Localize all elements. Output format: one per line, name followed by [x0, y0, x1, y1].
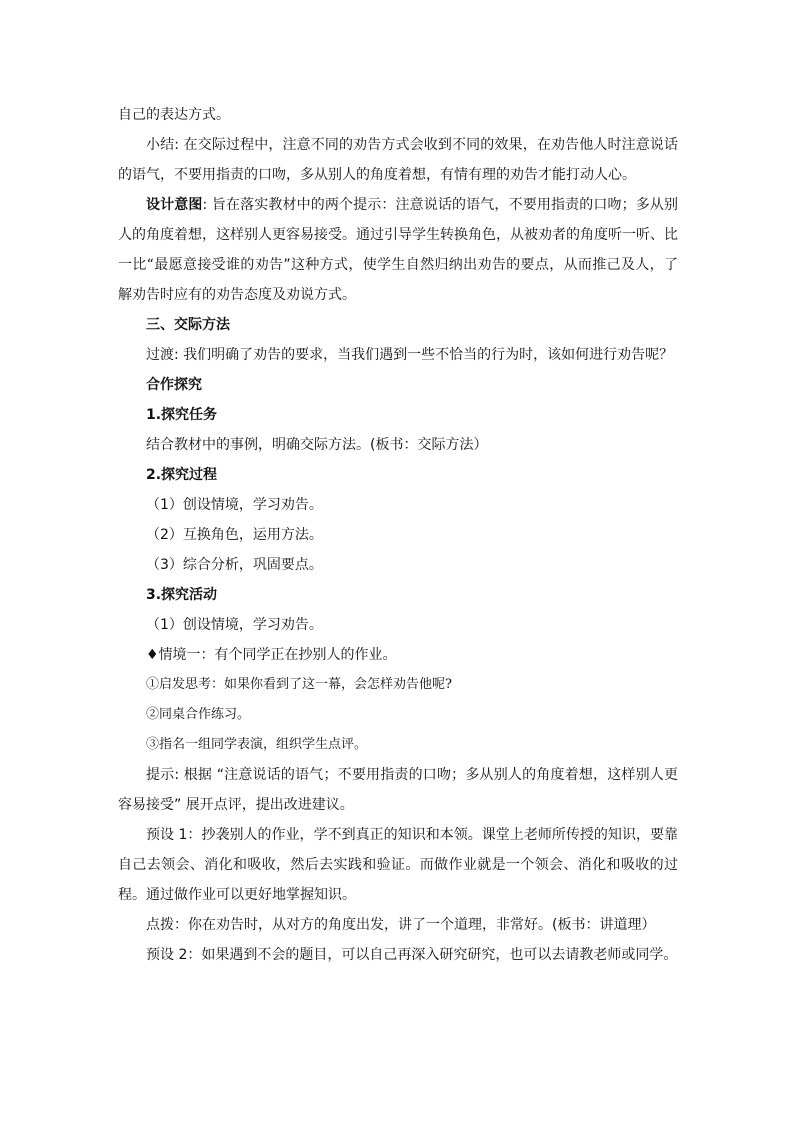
paragraph-continuation: 自己的表达方式。: [118, 107, 230, 123]
transition-paragraph: 过渡: 我们明确了劝告的要求，当我们遇到一些不恰当的行为时，该如何进行劝告呢？: [146, 347, 674, 363]
preset-two-paragraph: 预设 2：如果遇到不会的题目，可以自己再深入研究研究，也可以去请教老师或同学。: [146, 947, 678, 963]
preset-one-paragraph: 预设 1：抄袭别人的作业，学不到真正的知识和本领。课堂上老师所传授的知识，要靠自己去领会、消化和吸收，然后去实践和验证。而做作业就是一个领会、消化和吸收的过程。通过做作业可以更好地掌握知识。: [118, 827, 678, 903]
activity-step-1: （1）创设情境，学习劝告。: [146, 617, 323, 633]
summary-paragraph: [118, 130, 678, 190]
process-step-3: （3）综合分析，巩固要点。: [146, 557, 323, 573]
design-intent-text: : 旨在落实教材中的两个提示：注意说话的语气，不要用指责的口吻；多从别人的角度着想，这样别人更容易接受。通过引导学生转换角色，从被劝者的角度听一听、比一比“最愿意接受谁的劝告”这种方式，使学生自然归纳出劝告的要点，从而推己及人，了解劝告时应有的劝告态度及劝说方式。: [118, 197, 679, 303]
tip-paragraph: 提示: 根据 “注意说话的语气；不要用指责的口吻；多从别人的角度着想，这样别人更容易接受” 展开点评，提出改进建议。: [118, 767, 678, 813]
heading-inquiry-task: 1.探究任务: [146, 407, 218, 423]
inquiry-task-text: 结合教材中的事例，明确交际方法。(板书：交际方法）: [146, 437, 488, 453]
process-step-1: （1）创设情境，学习劝告。: [146, 497, 323, 513]
section-heading-communication-methods: 三、交际方法: [146, 317, 230, 333]
scene-step-2: ②同桌合作练习。: [146, 707, 251, 722]
scene-step-1: ①启发思考：如果你看到了这一幕，会怎样劝告他呢?: [146, 677, 452, 692]
scene-step-3: ③指名一组同学表演，组织学生点评。: [146, 737, 368, 752]
summary-lead: 小结: [146, 137, 175, 153]
design-intent-paragraph: [118, 190, 678, 310]
comment-paragraph: 点拨：你在劝告时，从对方的角度出发，讲了一个道理，非常好。(板书：讲道理）: [146, 917, 656, 933]
document-body: [118, 100, 678, 970]
heading-inquiry-process: 2.探究过程: [146, 467, 218, 483]
heading-inquiry-activity: 3.探究活动: [146, 587, 218, 603]
process-step-2: （2）互换角色，运用方法。: [146, 527, 323, 543]
scene-one-text: 情境一：有个同学正在抄别人的作业。: [158, 647, 397, 663]
heading-cooperative-inquiry: 合作探究: [146, 377, 202, 393]
summary-text: : 在交际过程中，注意不同的劝告方式会收到不同的效果，在劝告他人时注意说话的语气，不要用指责的口吻，多从别人的角度着想，有情有理的劝告才能打动人心。: [118, 137, 678, 183]
diamond-bullet-icon: ♦: [146, 647, 159, 663]
scene-one: [118, 640, 678, 670]
design-intent-lead: 设计意图: [146, 197, 203, 213]
